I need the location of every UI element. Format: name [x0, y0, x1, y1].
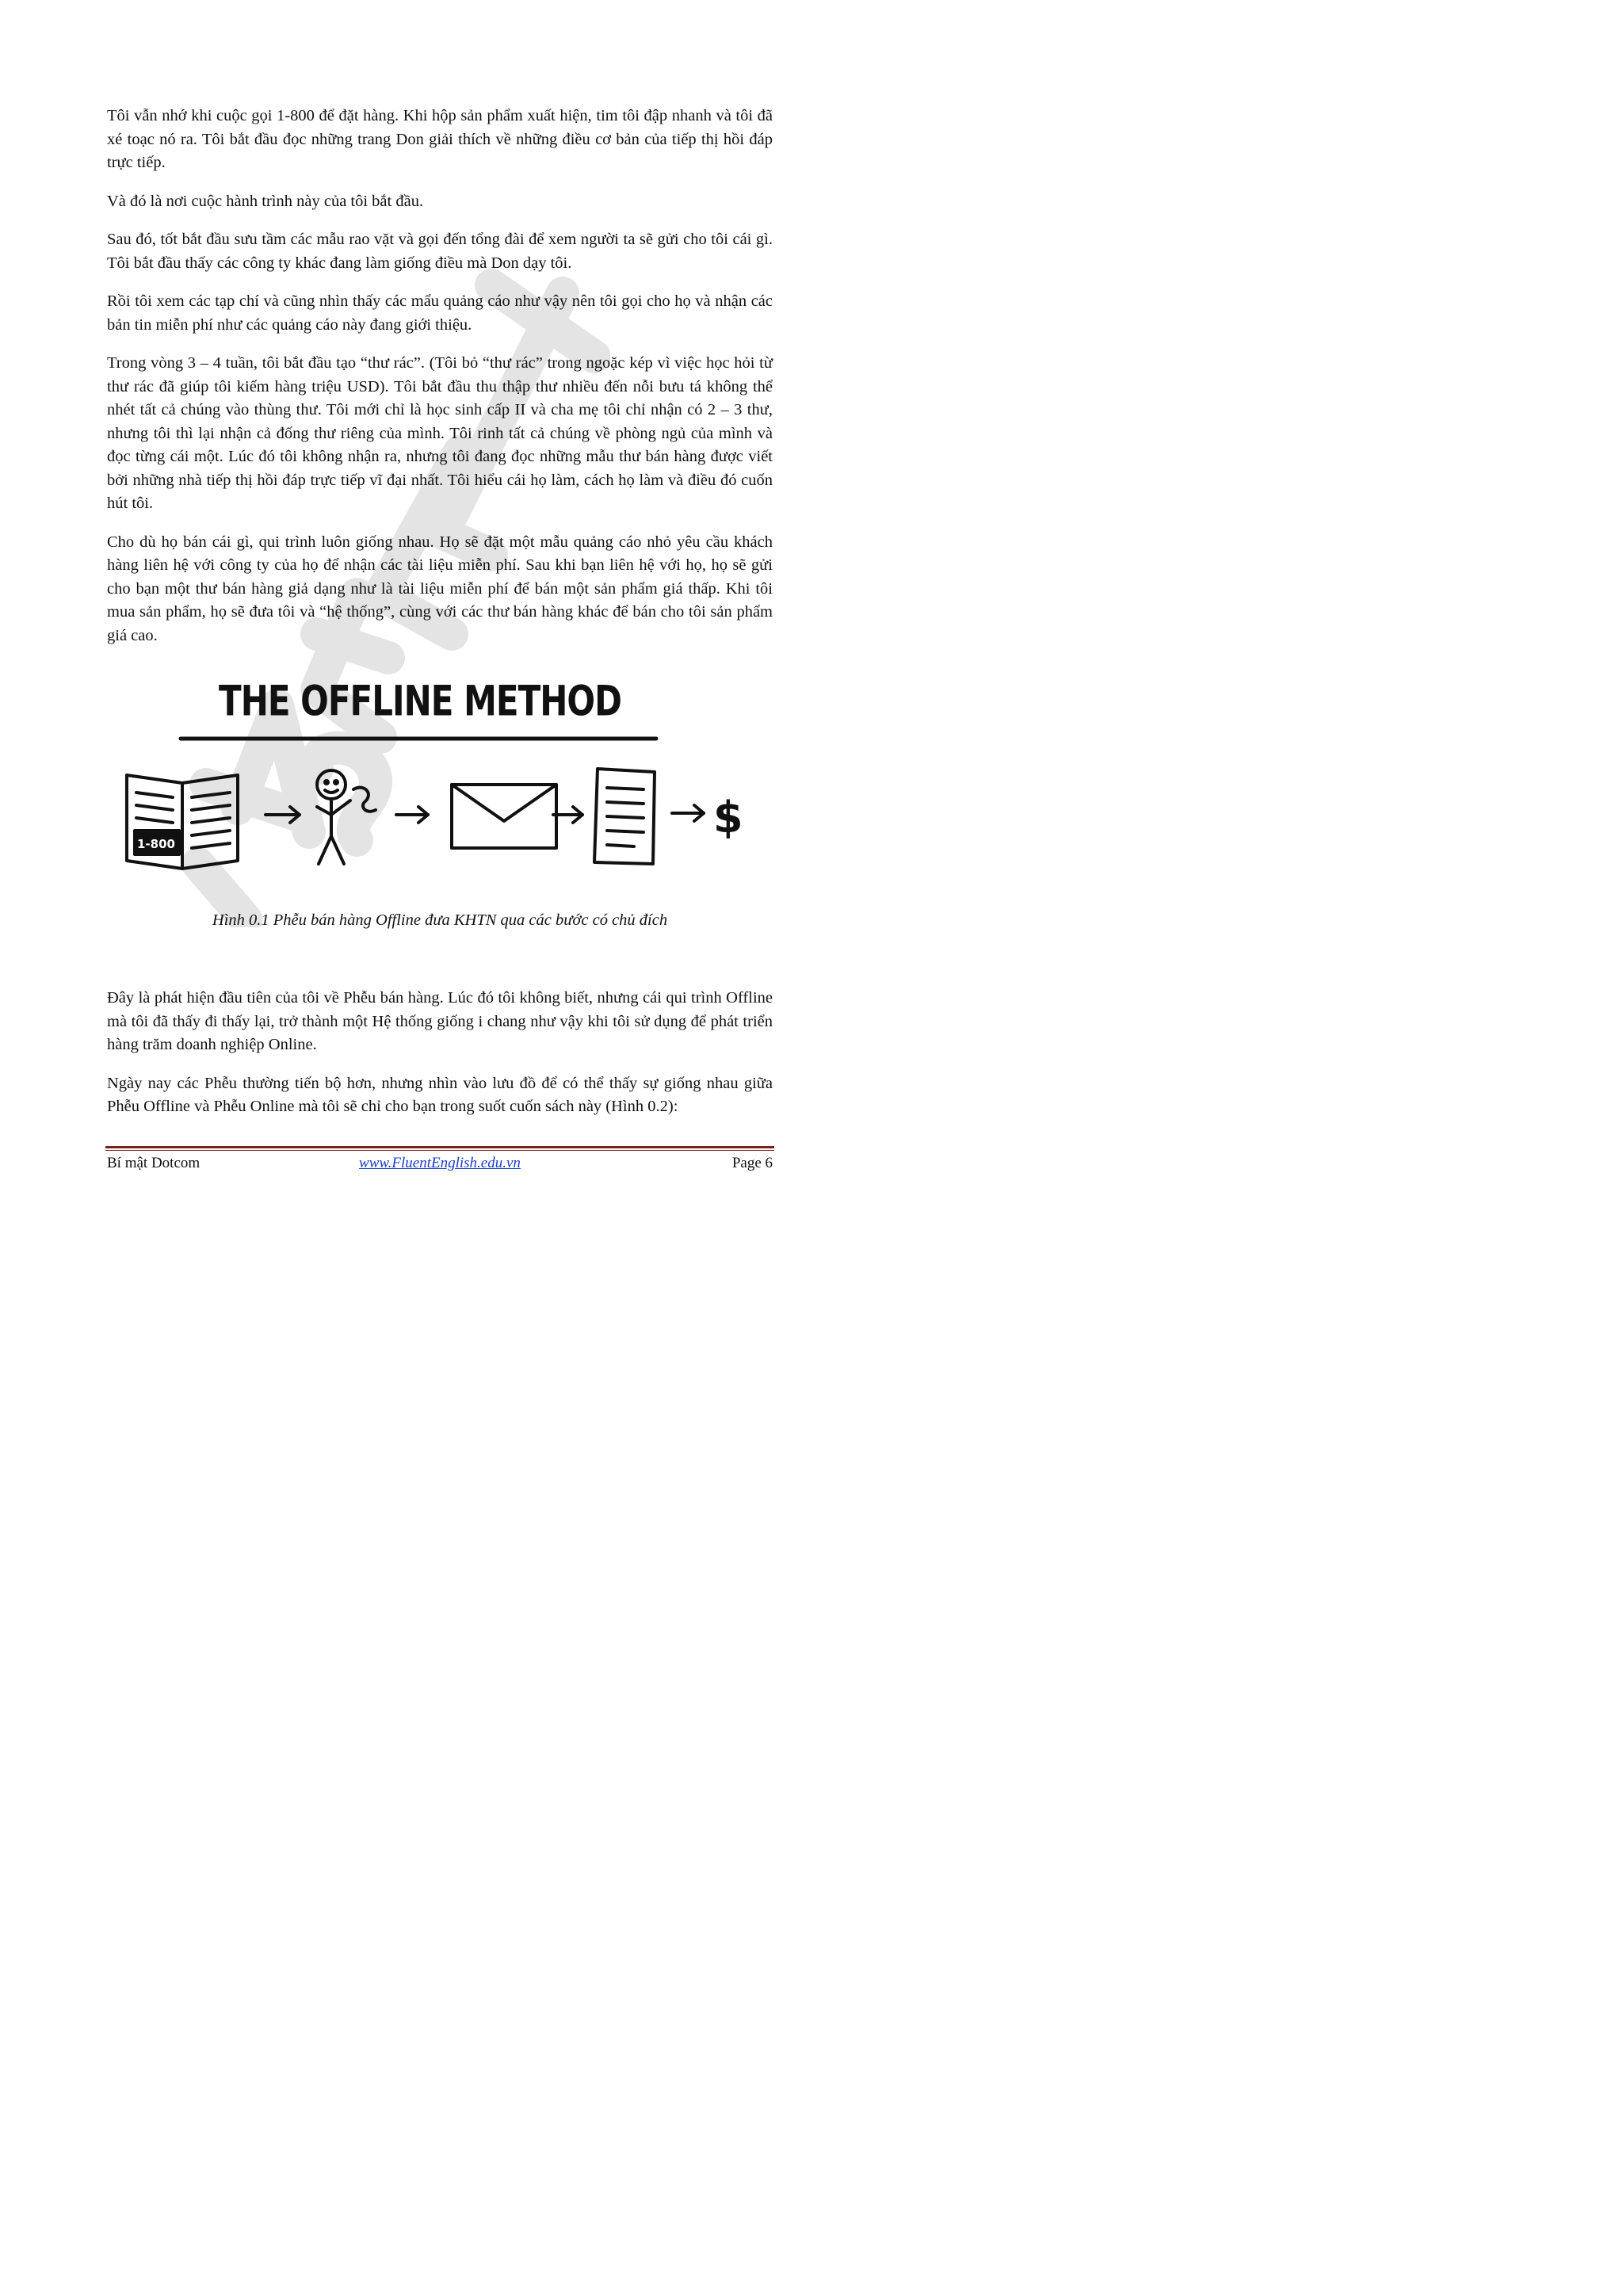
paragraph-8: Ngày nay các Phễu thường tiến bộ hơn, nhưng nhìn vào lưu đồ để có thể thấy sự giống nhau giữa Phễu Offline và Phễu Online mà tôi sẽ chỉ cho bạn trong suốt cuốn sách này (Hình 0.2): [107, 1074, 773, 1115]
figure-caption: Hình 0.1 Phễu bán hàng Offline đưa KHTN qua các bước có chủ đích [212, 911, 668, 929]
paragraph-5: Trong vòng 3 – 4 tuần, tôi bắt đầu tạo “thư rác”. (Tôi bỏ “thư rác” trong ngoặc kép vì việc học hỏi từ thư rác đã giúp tôi kiếm hàng triệu USD). Tôi bắt đầu thu thập thư nhiều đến nỗi bưu tá không thể nhét tất cả chúng vào thùng thư. Tôi mới chỉ là học sinh cấp II và cha mẹ tôi chỉ nhận có 2 – 3 thư, nhưng tôi thì lại nhận cả đống thư riêng của mình. Tôi rinh tất cả chúng về phòng ngủ của mình và đọc từng cái một. Lúc đó tôi không nhận ra, nhưng tôi đang đọc những mẫu thư bán hàng được viết bởi những nhà tiếp thị hồi đáp trực tiếp vĩ đại nhất. Tôi hiểu cái họ làm, cách họ làm và điều đó cuốn hút tôi. [107, 354, 773, 512]
footer-rule [105, 1146, 774, 1148]
figure-title: THE OFFLINE METHOD [219, 676, 621, 726]
paragraph-1: Tôi vẫn nhớ khi cuộc gọi 1-800 để đặt hàng. Khi hộp sản phẩm xuất hiện, tim tôi đập nhanh và tôi đã xé toạc nó ra. Tôi bắt đầu đọc những trang Don giải thích về những điều cơ bản của tiếp thị hồi đáp trực tiếp. [107, 107, 773, 171]
person-calling-icon [317, 770, 376, 864]
body-text [107, 105, 773, 663]
footer-website-link[interactable]: www.FluentEnglish.edu.vn [359, 1155, 521, 1171]
paragraph-3: Sau đó, tốt bắt đầu sưu tầm các mẫu rao vặt và gọi đến tổng đài để xem người ta sẽ gửi cho tôi cái gì. Tôi bắt đầu thấy các công ty khác đang làm giống điều mà Don dạy tôi. [107, 231, 773, 272]
footer-book-title: Bí mật Dotcom [107, 1155, 200, 1171]
offline-method-figure [119, 674, 761, 880]
paragraph-4: Rồi tôi xem các tạp chí và cũng nhìn thấy các mẩu quảng cáo như vậy nên tôi gọi cho họ và nhận các bản tin miễn phí như các quảng cáo này đang giới thiệu. [107, 292, 773, 334]
arrow-icon [396, 807, 428, 823]
dollar-sign-icon: $ [713, 793, 743, 842]
arrow-icon [265, 807, 300, 823]
body-text-lower [107, 987, 773, 1134]
paragraph-7: Đây là phát hiện đầu tiên của tôi về Phễu bán hàng. Lúc đó tôi không biết, nhưng cái qui trình Offline mà tôi đã thấy đi thấy lại, trở thành một Hệ thống giống i chang như vậy khi tôi sử dụng để phát triển hàng trăm doanh nghiệp Online. [107, 989, 773, 1053]
magazine-label: 1-800 [137, 837, 175, 851]
paragraph-2: Và đó là nơi cuộc hành trình này của tôi bắt đầu. [107, 192, 424, 210]
funnel-diagram [119, 674, 761, 880]
envelope-icon [452, 785, 556, 848]
magazine-icon [127, 775, 238, 869]
sales-letter-icon [594, 769, 655, 864]
page-number: Page 6 [731, 1155, 773, 1171]
paragraph-6: Cho dù họ bán cái gì, qui trình luôn giống nhau. Họ sẽ đặt một mẫu quảng cáo nhỏ yêu cầu khách hàng liên hệ với công ty của họ để nhận các tài liệu miễn phí. Sau khi bạn liên hệ với họ, họ sẽ gửi cho bạn một thư bán hàng giả dạng như là tài liệu miễn phí để bán một sản phẩm giá thấp. Khi tôi mua sản phẩm, họ sẽ đưa tôi và “hệ thống”, cùng với các thư bán hàng khác để bán cho tôi sản phẩm giá cao. [107, 533, 773, 644]
footer-rule-thin [105, 1150, 774, 1151]
arrow-icon [672, 805, 704, 821]
